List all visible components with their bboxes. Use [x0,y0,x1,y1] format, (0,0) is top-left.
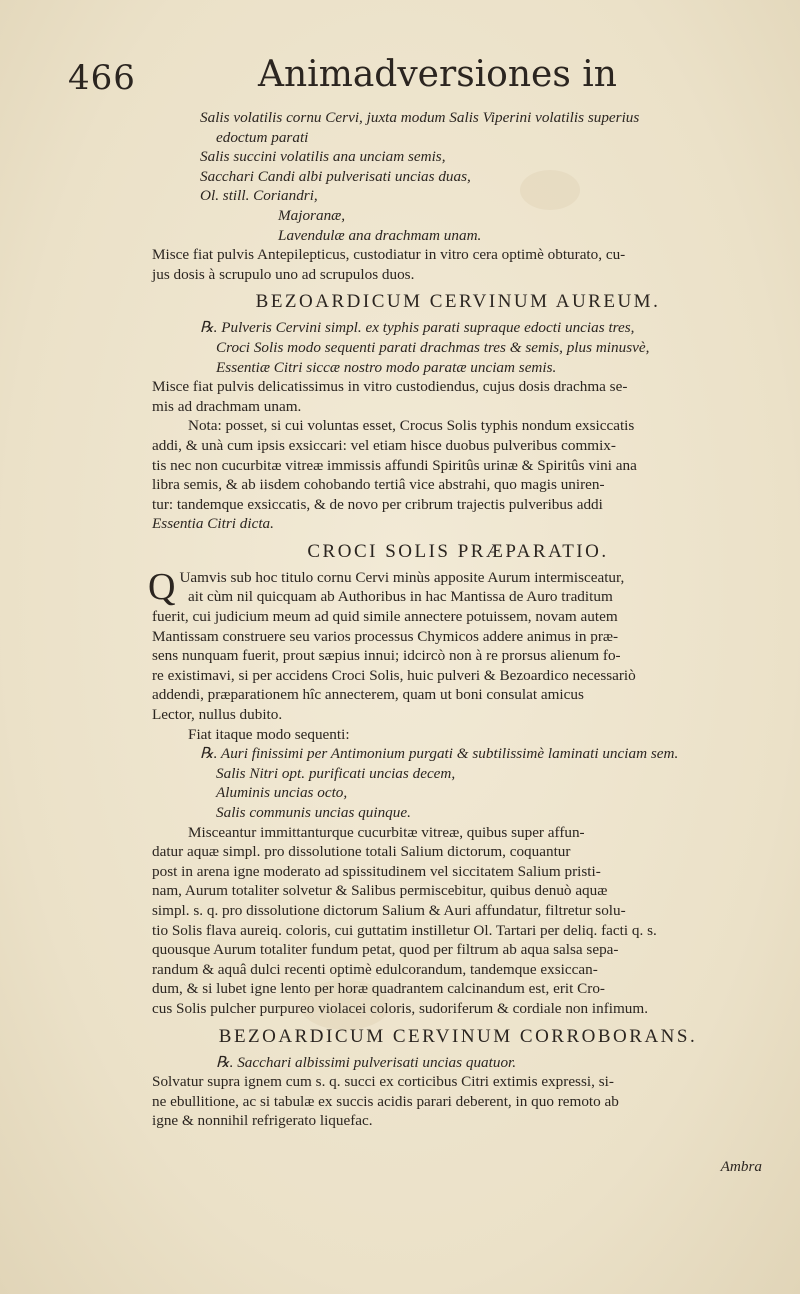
text-line: ait cùm nil quicquam ab Authoribus in hac Mantissa de Auro traditum [188,588,613,606]
text-line: ne ebullitione, ac si tabulæ ex succis acidis parari deberent, in quo remoto ab [152,1092,619,1110]
text-line: Fiat itaque modo sequenti: [188,725,350,743]
text-line: cus Solis pulcher purpureo violacei coloris, sudoriferum & cordiale non infimum. [152,999,649,1017]
text-line: simpl. s. q. pro dissolutione dictorum Salium & Auri affundatur, filtretur solu- [152,901,626,919]
text-line: igne & nonnihil refrigerato liquefac. [152,1112,373,1130]
text-line: addendi, præparationem hîc annecterem, quam ut boni consulat amicus [152,686,584,704]
text-line: fuerit, cui judicium meum ad quid simile annectere potuissem, novam autem [152,608,618,626]
text-line: ℞. Sacchari albissimi pulverisati uncias quatuor. [216,1053,517,1071]
text-line: re existimavi, si per accidens Croci Solis, huic pulveri & Bezoardico necessariò [152,666,636,684]
text-line: Majoranæ, [278,206,346,224]
text-line: Solvatur supra ignem cum s. q. succi ex corticibus Citri extimis expressi, si- [152,1073,614,1091]
text-line: ℞. Auri finissimi per Antimonium purgati & subtilissimè laminati unciam sem. [200,745,679,763]
text-line: Lavendulæ ana drachmam unam. [278,226,482,244]
text-line: randum & aquâ dulci recenti optimè edulcorandum, tandemque exsiccan- [152,960,598,978]
text-line: tio Solis flava aureiq. coloris, cui guttatim instilletur Ol. Tartari per deliq. facti q. s. [152,921,657,939]
text-line: Lector, nullus dubito. [152,706,283,724]
drop-capital: Q [148,565,176,608]
text-line: Salis succini volatilis ana unciam semis, [200,148,446,166]
text-line: nam, Aurum totaliter solvetur & Salibus permiscebitur, quibus denuò aquæ [152,882,608,900]
text-line: dum, & si lubet igne lento per horæ quadrantem calcinandum est, erit Cro- [152,980,605,998]
section-heading: BEZOARDICUM CERVINUM AUREUM. [255,291,661,313]
section-heading: CROCI SOLIS PRÆPARATIO. [307,540,609,562]
running-title: Animadversiones in [258,54,617,95]
text-line: Croci Solis modo sequenti parati drachmas tres & semis, plus minusvè, [216,338,650,356]
text-line: quousque Aurum totaliter fundum petat, quod per filtrum ab aqua salsa sepa- [152,941,619,959]
text-line: mis ad drachmam unam. [152,397,302,415]
text-line: Ol. still. Coriandri, [200,187,318,205]
text-line: addi, & unà cum ipsis exsiccari: vel etiam hisce duobus pulveribus commix- [152,436,616,454]
text-line: Salis Nitri opt. purificati uncias decem, [216,764,456,782]
text-line: jus dosis à scrupulo uno ad scrupulos duos. [152,265,415,283]
body-text [148,108,764,1177]
text-line: datur aquæ simpl. pro dissolutione totali Salium dictorum, coquantur [152,843,571,861]
text-line: Salis communis uncias quinque. [216,804,411,821]
text-line: Sacchari Candi albi pulverisati uncias duas, [200,167,471,185]
text-line: libra semis, & ab iisdem cohobando tertiâ vice abstrahi, quo magis uniren- [152,476,605,494]
text-line: Misceantur immittanturque cucurbitæ vitreæ, quibus super affun- [188,823,585,841]
text-line: Essentiæ Citri siccæ nostro modo paratæ unciam semis. [216,358,557,376]
text-line: tis nec non cucurbitæ vitreæ immissis affundi Spiritûs urinæ & Spiritûs vini ana [152,456,637,474]
text-line-content: Uamvis sub hoc titulo cornu Cervi minùs apposite Aurum intermisceatur, [179,568,625,586]
text-line: tur: tandemque exsiccatis, & de novo per cribrum trajectis pulveribus addi [152,495,603,513]
text-line: Misce fiat pulvis delicatissimus in vitro custodiendus, cujus dosis drachma se- [152,378,628,396]
page-number: 466 [68,58,136,98]
text-line: Salis volatilis cornu Cervi, juxta modum Salis Viperini volatilis superius [200,109,640,126]
text-line: Essentia Citri dicta. [152,515,274,533]
text-line: edoctum parati [216,128,309,146]
text-line: Misce fiat pulvis Antepilepticus, custodiatur in vitro cera optimè obturato, cu- [152,246,626,264]
page-header [68,54,768,104]
catchword: Ambra [720,1157,762,1175]
section-heading: BEZOARDICUM CERVINUM CORROBORANS. [218,1025,698,1047]
text-line: post in arena igne moderato ad spissitudinem vel siccitatem Salium pristi- [152,862,601,880]
text-line: Aluminis uncias octo, [216,784,348,802]
text-line: Nota: posset, si cui voluntas esset, Crocus Solis typhis nondum exsiccatis [188,417,635,435]
text-line: Mantissam construere seu varios processus Chymicos addere animus in præ- [152,627,619,645]
text-line: sens nunquam fuerit, prout sæpius innui; idcircò non à re prorsus alienum fo- [152,647,621,665]
text-line: ℞. Pulveris Cervini simpl. ex typhis parati supraque edocti uncias tres, [200,319,635,337]
